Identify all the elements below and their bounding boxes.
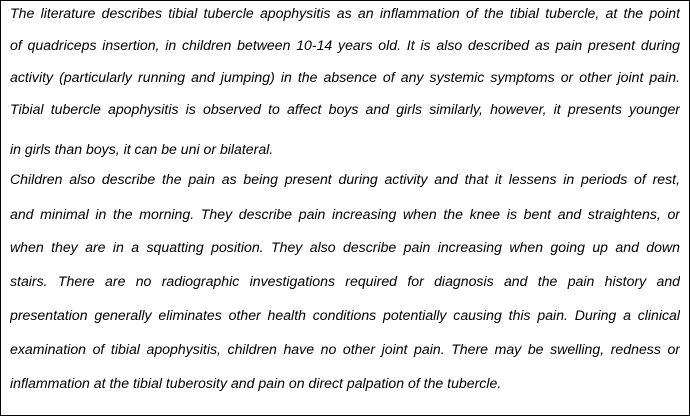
text-line-11: examination of tibial apophysitis, children have no other joint pain. There may be swelling, redness or <box>10 341 680 357</box>
text-line-7: and minimal in the morning. They describe pain increasing when the knee is bent and straightens, or <box>10 206 680 222</box>
text-line-6: Children also describe the pain as being present during activity and that it lessens in periods of rest, <box>10 171 680 187</box>
text-line-12: inflammation at the tibial tuberosity and pain on direct palpation of the tubercle. <box>10 375 502 391</box>
text-line-3: activity (particularly running and jumping) in the absence of any systemic symptoms or other joint pain. <box>10 69 680 85</box>
text-line-1: The literature describes tibial tubercle apophysitis as an inflammation of the tibial tubercle, at the point <box>10 5 680 21</box>
text-line-4: Tibial tubercle apophysitis is observed to affect boys and girls similarly, however, it presents younger <box>10 101 680 117</box>
text-line-5: in girls than boys, it can be uni or bilateral. <box>10 141 274 157</box>
text-line-10: presentation generally eliminates other health conditions potentially causing this pain. During a clinical <box>10 307 680 323</box>
text-line-2: of quadriceps insertion, in children between 10-14 years old. It is also described as pain present during <box>10 37 680 53</box>
text-line-8: when they are in a squatting position. They also describe pain increasing when going up and down <box>10 239 680 255</box>
text-line-9: stairs. There are no radiographic investigations required for diagnosis and the pain history and <box>10 273 680 289</box>
